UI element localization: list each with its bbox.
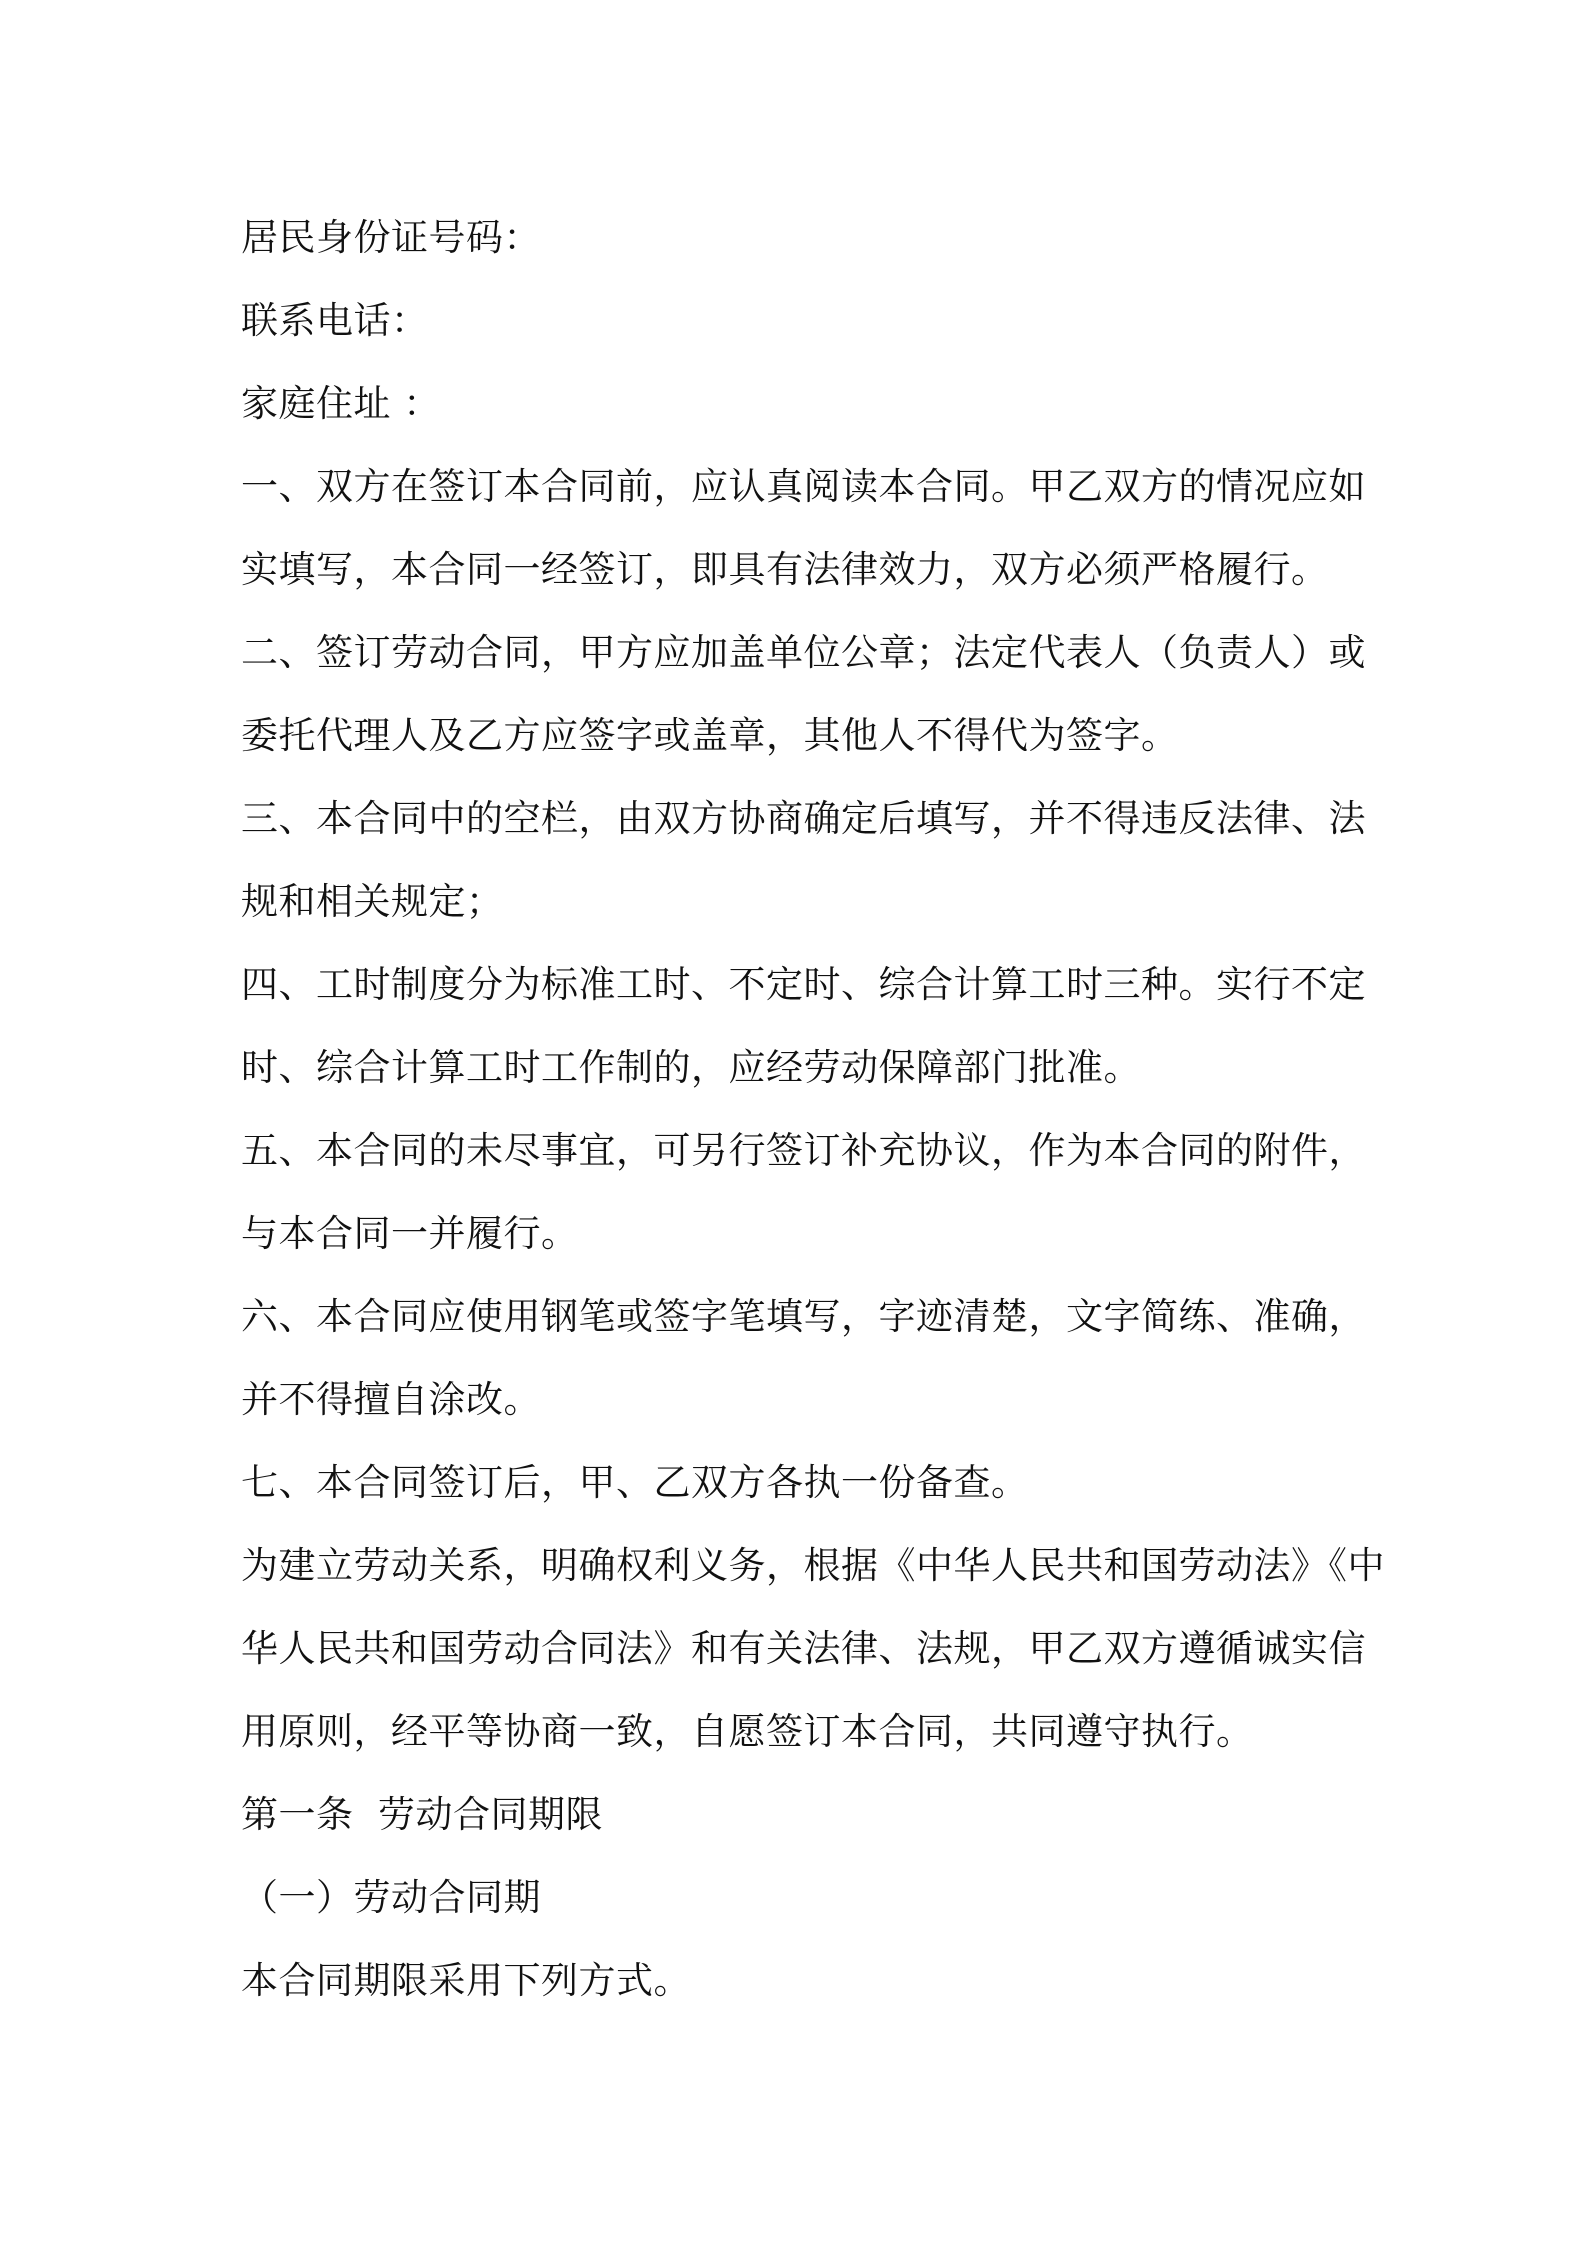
document-body xyxy=(241,196,1385,2022)
clause-2-line-2: 委托代理人及乙方应签字或盖章，其他人不得代为签字。 xyxy=(241,714,1179,757)
preamble-line-3: 用原则，经平等协商一致，自愿签订本合同，共同遵守执行。 xyxy=(241,1710,1254,1753)
field-phone: 联系电话： xyxy=(241,299,429,342)
preamble-line-1: 为建立劳动关系，明确权利义务，根据《中华人民共和国劳动法》《中 xyxy=(241,1544,1385,1587)
article-1-heading: 第一条 劳动合同期限 xyxy=(241,1793,604,1836)
clause-3-line-2: 规和相关规定； xyxy=(241,880,504,923)
clause-5-line-1: 五、本合同的未尽事宜，可另行签订补充协议，作为本合同的附件， xyxy=(241,1129,1366,1172)
clause-4-line-1: 四、工时制度分为标准工时、不定时、综合计算工时三种。实行不定 xyxy=(241,963,1366,1006)
clause-6-line-2: 并不得擅自涂改。 xyxy=(241,1378,541,1421)
field-home-address: 家庭住址 ： xyxy=(241,382,441,425)
clause-7: 七、本合同签订后，甲、乙双方各执一份备查。 xyxy=(241,1461,1029,1504)
article-1-text: 本合同期限采用下列方式。 xyxy=(241,1959,691,2002)
preamble-line-2: 华人民共和国劳动合同法》和有关法律、法规，甲乙双方遵循诚实信 xyxy=(241,1627,1366,1670)
clause-5-line-2: 与本合同一并履行。 xyxy=(241,1212,579,1255)
field-id-number: 居民身份证号码： xyxy=(241,216,541,259)
clause-6-line-1: 六、本合同应使用钢笔或签字笔填写，字迹清楚，文字简练、准确， xyxy=(241,1295,1366,1338)
clause-4-line-2: 时、综合计算工时工作制的，应经劳动保障部门批准。 xyxy=(241,1046,1141,1089)
article-1-subheading: （一）劳动合同期 xyxy=(241,1876,541,1919)
clause-2-line-1: 二、签订劳动合同，甲方应加盖单位公章；法定代表人（负责人）或 xyxy=(241,631,1366,674)
clause-1-line-2: 实填写，本合同一经签订，即具有法律效力，双方必须严格履行。 xyxy=(241,548,1329,591)
clause-3-line-1: 三、本合同中的空栏，由双方协商确定后填写，并不得违反法律、法 xyxy=(241,797,1366,840)
clause-1-line-1: 一、双方在签订本合同前，应认真阅读本合同。甲乙双方的情况应如 xyxy=(241,465,1366,508)
